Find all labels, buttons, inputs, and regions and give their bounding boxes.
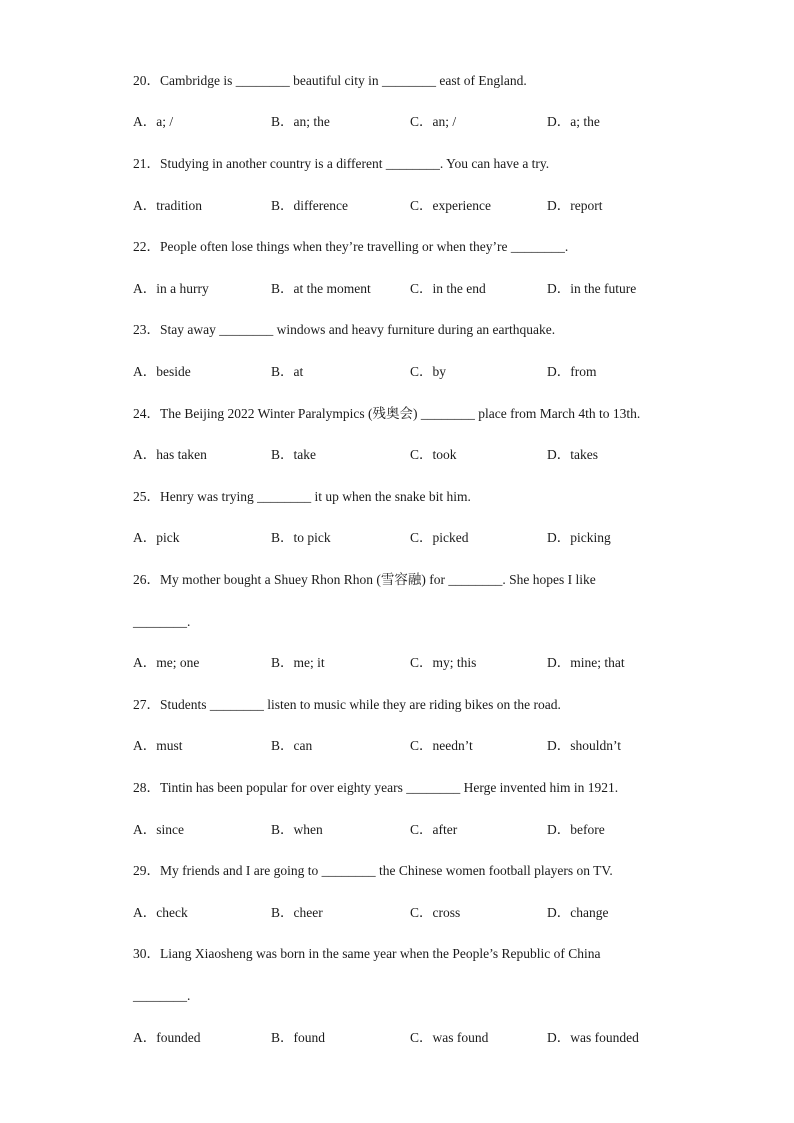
question-29-stem: 29．My friends and I are going to ________ the Chinese women football players on TV. — [133, 863, 613, 878]
option-b: B．can — [271, 738, 313, 753]
question-26-stem: 26．My mother bought a Shuey Rhon Rhon (雪容融) for ________. She hopes I like — [133, 572, 596, 587]
option-d: D．shouldn’t — [547, 738, 622, 753]
question-27-stem: 27．Students ________ listen to music while they are riding bikes on the road. — [133, 697, 561, 712]
option-b: B．when — [271, 822, 323, 837]
option-b: B．cheer — [271, 905, 323, 920]
option-c: C．in the end — [410, 281, 486, 296]
option-d: D．a; the — [547, 114, 600, 129]
option-a: A．founded — [133, 1030, 201, 1045]
option-d: D．from — [547, 364, 597, 379]
option-d: D．takes — [547, 447, 598, 462]
option-a: A．since — [133, 822, 184, 837]
question-25-stem: 25．Henry was trying ________ it up when the snake bit him. — [133, 489, 471, 504]
question-21-stem: 21．Studying in another country is a different ________. You can have a try. — [133, 156, 550, 171]
question-30-options — [0, 1029, 794, 1047]
option-d: D．report — [547, 198, 603, 213]
option-c: C．picked — [410, 530, 469, 545]
option-b: B．at the moment — [271, 281, 371, 296]
option-a: A．a; / — [133, 114, 174, 129]
option-b: B．an; the — [271, 114, 330, 129]
option-a: A．tradition — [133, 198, 202, 213]
option-d: D．change — [547, 905, 609, 920]
option-b: B．me; it — [271, 655, 325, 670]
option-c: C．experience — [410, 198, 491, 213]
option-b: B．to pick — [271, 530, 331, 545]
question-22-options — [0, 280, 794, 298]
option-a: A．me; one — [133, 655, 200, 670]
question-25-options — [0, 529, 794, 547]
option-d: D．picking — [547, 530, 611, 545]
option-c: C．after — [410, 822, 458, 837]
option-a: A．pick — [133, 530, 180, 545]
option-d: D．before — [547, 822, 605, 837]
question-22-stem: 22．People often lose things when they’re travelling or when they’re ________. — [133, 239, 569, 254]
question-29-options — [0, 904, 794, 922]
option-b: B．found — [271, 1030, 325, 1045]
question-20-options — [0, 113, 794, 131]
question-24-stem: 24．The Beijing 2022 Winter Paralympics (残奥会) ________ place from March 4th to 13th. — [133, 406, 641, 421]
question-28-options — [0, 821, 794, 839]
option-b: B．take — [271, 447, 316, 462]
question-28-stem: 28．Tintin has been popular for over eighty years ________ Herge invented him in 1921. — [133, 780, 619, 795]
option-c: C．cross — [410, 905, 461, 920]
question-27-options — [0, 737, 794, 755]
option-a: A．has taken — [133, 447, 207, 462]
option-d: D．mine; that — [547, 655, 625, 670]
option-d: D．was founded — [547, 1030, 639, 1045]
option-a: A．must — [133, 738, 183, 753]
option-b: B．difference — [271, 198, 348, 213]
option-c: C．an; / — [410, 114, 457, 129]
option-c: C．my; this — [410, 655, 477, 670]
option-b: B．at — [271, 364, 304, 379]
option-a: A．in a hurry — [133, 281, 209, 296]
option-c: C．was found — [410, 1030, 489, 1045]
question-21-options — [0, 197, 794, 215]
option-c: C．by — [410, 364, 447, 379]
question-24-options — [0, 446, 794, 464]
question-26-continuation: ________. — [133, 614, 191, 629]
question-26-options — [0, 654, 794, 672]
question-23-options — [0, 363, 794, 381]
option-a: A．check — [133, 905, 188, 920]
option-a: A．beside — [133, 364, 191, 379]
question-30-stem: 30．Liang Xiaosheng was born in the same year when the People’s Republic of China — [133, 946, 601, 961]
question-20-stem: 20．Cambridge is ________ beautiful city in ________ east of England. — [133, 73, 527, 88]
option-c: C．needn’t — [410, 738, 473, 753]
question-30-continuation: ________. — [133, 988, 191, 1003]
option-c: C．took — [410, 447, 457, 462]
question-23-stem: 23．Stay away ________ windows and heavy furniture during an earthquake. — [133, 322, 556, 337]
option-d: D．in the future — [547, 281, 637, 296]
